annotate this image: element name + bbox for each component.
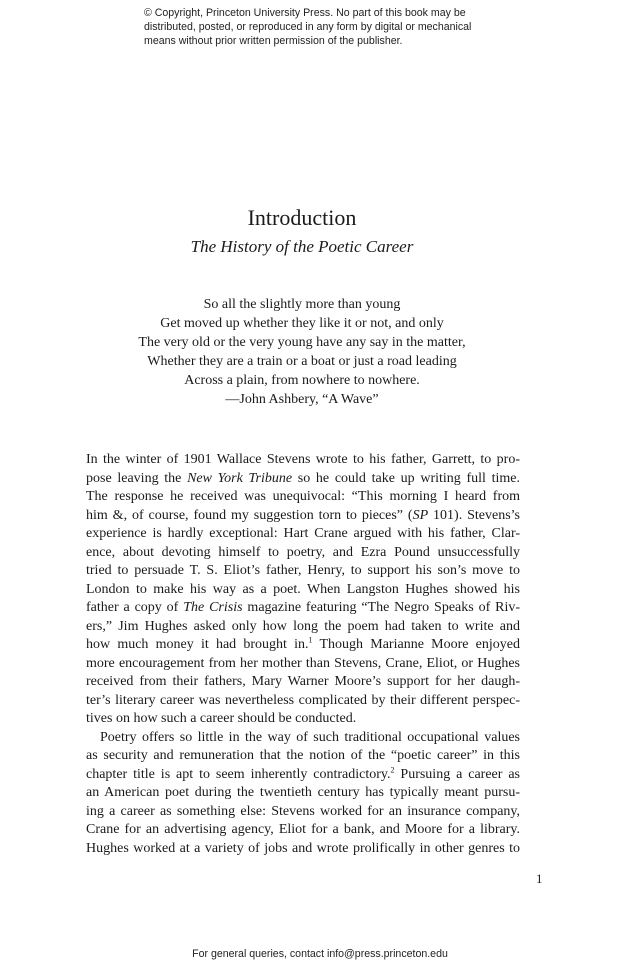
text-line [86, 599, 520, 618]
epigraph-line: Get moved up whether they like it or not, and only [160, 316, 444, 331]
citation-abbrev: SP [412, 507, 429, 523]
text-line: London to make his way as a poet. When Langston Hughes showed his [86, 581, 520, 597]
text-span: so he could take up writing full time. [292, 470, 520, 486]
text-line: Crane for an advertising agency, Eliot for a bank, and Moore for a library. [86, 822, 520, 837]
paragraph [86, 451, 520, 729]
text-line [86, 470, 520, 489]
epigraph [0, 295, 604, 409]
paragraph [86, 729, 520, 859]
text-line: experience is hardly exceptional: Hart Crane argued with his father, Clar- [86, 526, 520, 541]
text-span: chapter title is apt to seem inherently contradictory. [86, 766, 391, 782]
text-line: ence, about devoting himself to poetry, and Ezra Pound unsuccessfully [86, 544, 520, 560]
epigraph-line: Across a plain, from nowhere to nowhere. [184, 373, 420, 388]
epigraph-line: Whether they are a train or a boat or just a road leading [147, 354, 457, 369]
text-line: ing a career as something else: Stevens worked for an insurance company, [86, 803, 520, 819]
text-span: him &, of course, found my suggestion torn to pieces” ( [86, 507, 413, 523]
copyright-line: means without prior written permission of the publisher. [144, 35, 403, 47]
copyright-line: distributed, posted, or reproduced in any form by digital or mechanical [144, 21, 472, 33]
text-span: Pursuing a career as [394, 766, 521, 782]
text-line [86, 636, 520, 655]
text-span: how much money it had brought in. [86, 637, 309, 652]
text-line: as security and remuneration that the notion of the “poetic career” in this [86, 748, 520, 763]
text-line: tried to persuade T. S. Eliot’s father, Henry, to support his son’s move to [86, 563, 520, 578]
footnote-ref[interactable]: 2 [390, 764, 395, 774]
text-line: Poetry offers so little in the way of such traditional occupational values [100, 729, 520, 745]
page-number: 1 [536, 871, 543, 886]
text-span: pose leaving the [86, 470, 188, 486]
text-span: 101). Stevens’s [428, 507, 521, 523]
text-line: an American poet during the twentieth century has typically meant pursu- [86, 785, 520, 800]
text-span: father a copy of [86, 600, 184, 615]
publication-title: New York Tribune [187, 470, 293, 486]
text-span: Though Marianne Moore enjoyed [312, 637, 520, 652]
epigraph-line: So all the slightly more than young [203, 297, 401, 312]
epigraph-attribution: —John Ashbery, “A Wave” [225, 392, 379, 407]
copyright-line: © Copyright, Princeton University Press. No part of this book may be [144, 7, 466, 19]
body-text [86, 451, 520, 858]
epigraph-line: The very old or the very young have any say in the matter, [138, 335, 466, 350]
text-line [86, 766, 520, 785]
chapter-subtitle: The History of the Poetic Career [190, 237, 414, 256]
text-line: ers,” Jim Hughes asked only how long the poem had taken to write and [86, 618, 520, 634]
text-line: ter’s literary career was nevertheless complicated by their different perspec- [86, 692, 520, 708]
text-line: more encouragement from her mother than Stevens, Crane, Eliot, or Hughes [86, 655, 520, 671]
text-line: Hughes worked at a variety of jobs and wrote prolifically in other genres to [86, 840, 520, 856]
text-line: tives on how such a career should be conducted. [86, 711, 357, 726]
text-line: In the winter of 1901 Wallace Stevens wrote to his father, Garrett, to pro- [86, 452, 520, 467]
chapter-title: Introduction [247, 205, 357, 230]
text-line [86, 507, 520, 526]
copyright-notice [144, 6, 524, 48]
text-line: received from their fathers, Mary Warner Moore’s support for her daugh- [86, 674, 520, 689]
publication-title: The Crisis [183, 600, 243, 615]
text-line: The response he received was unequivocal: “This morning I heard from [86, 489, 520, 504]
text-span: magazine featuring “The Negro Speaks of Riv- [242, 600, 520, 615]
footnote-ref[interactable]: 1 [308, 635, 313, 645]
footer-contact: For general queries, contact info@press.princeton.edu [192, 948, 448, 960]
